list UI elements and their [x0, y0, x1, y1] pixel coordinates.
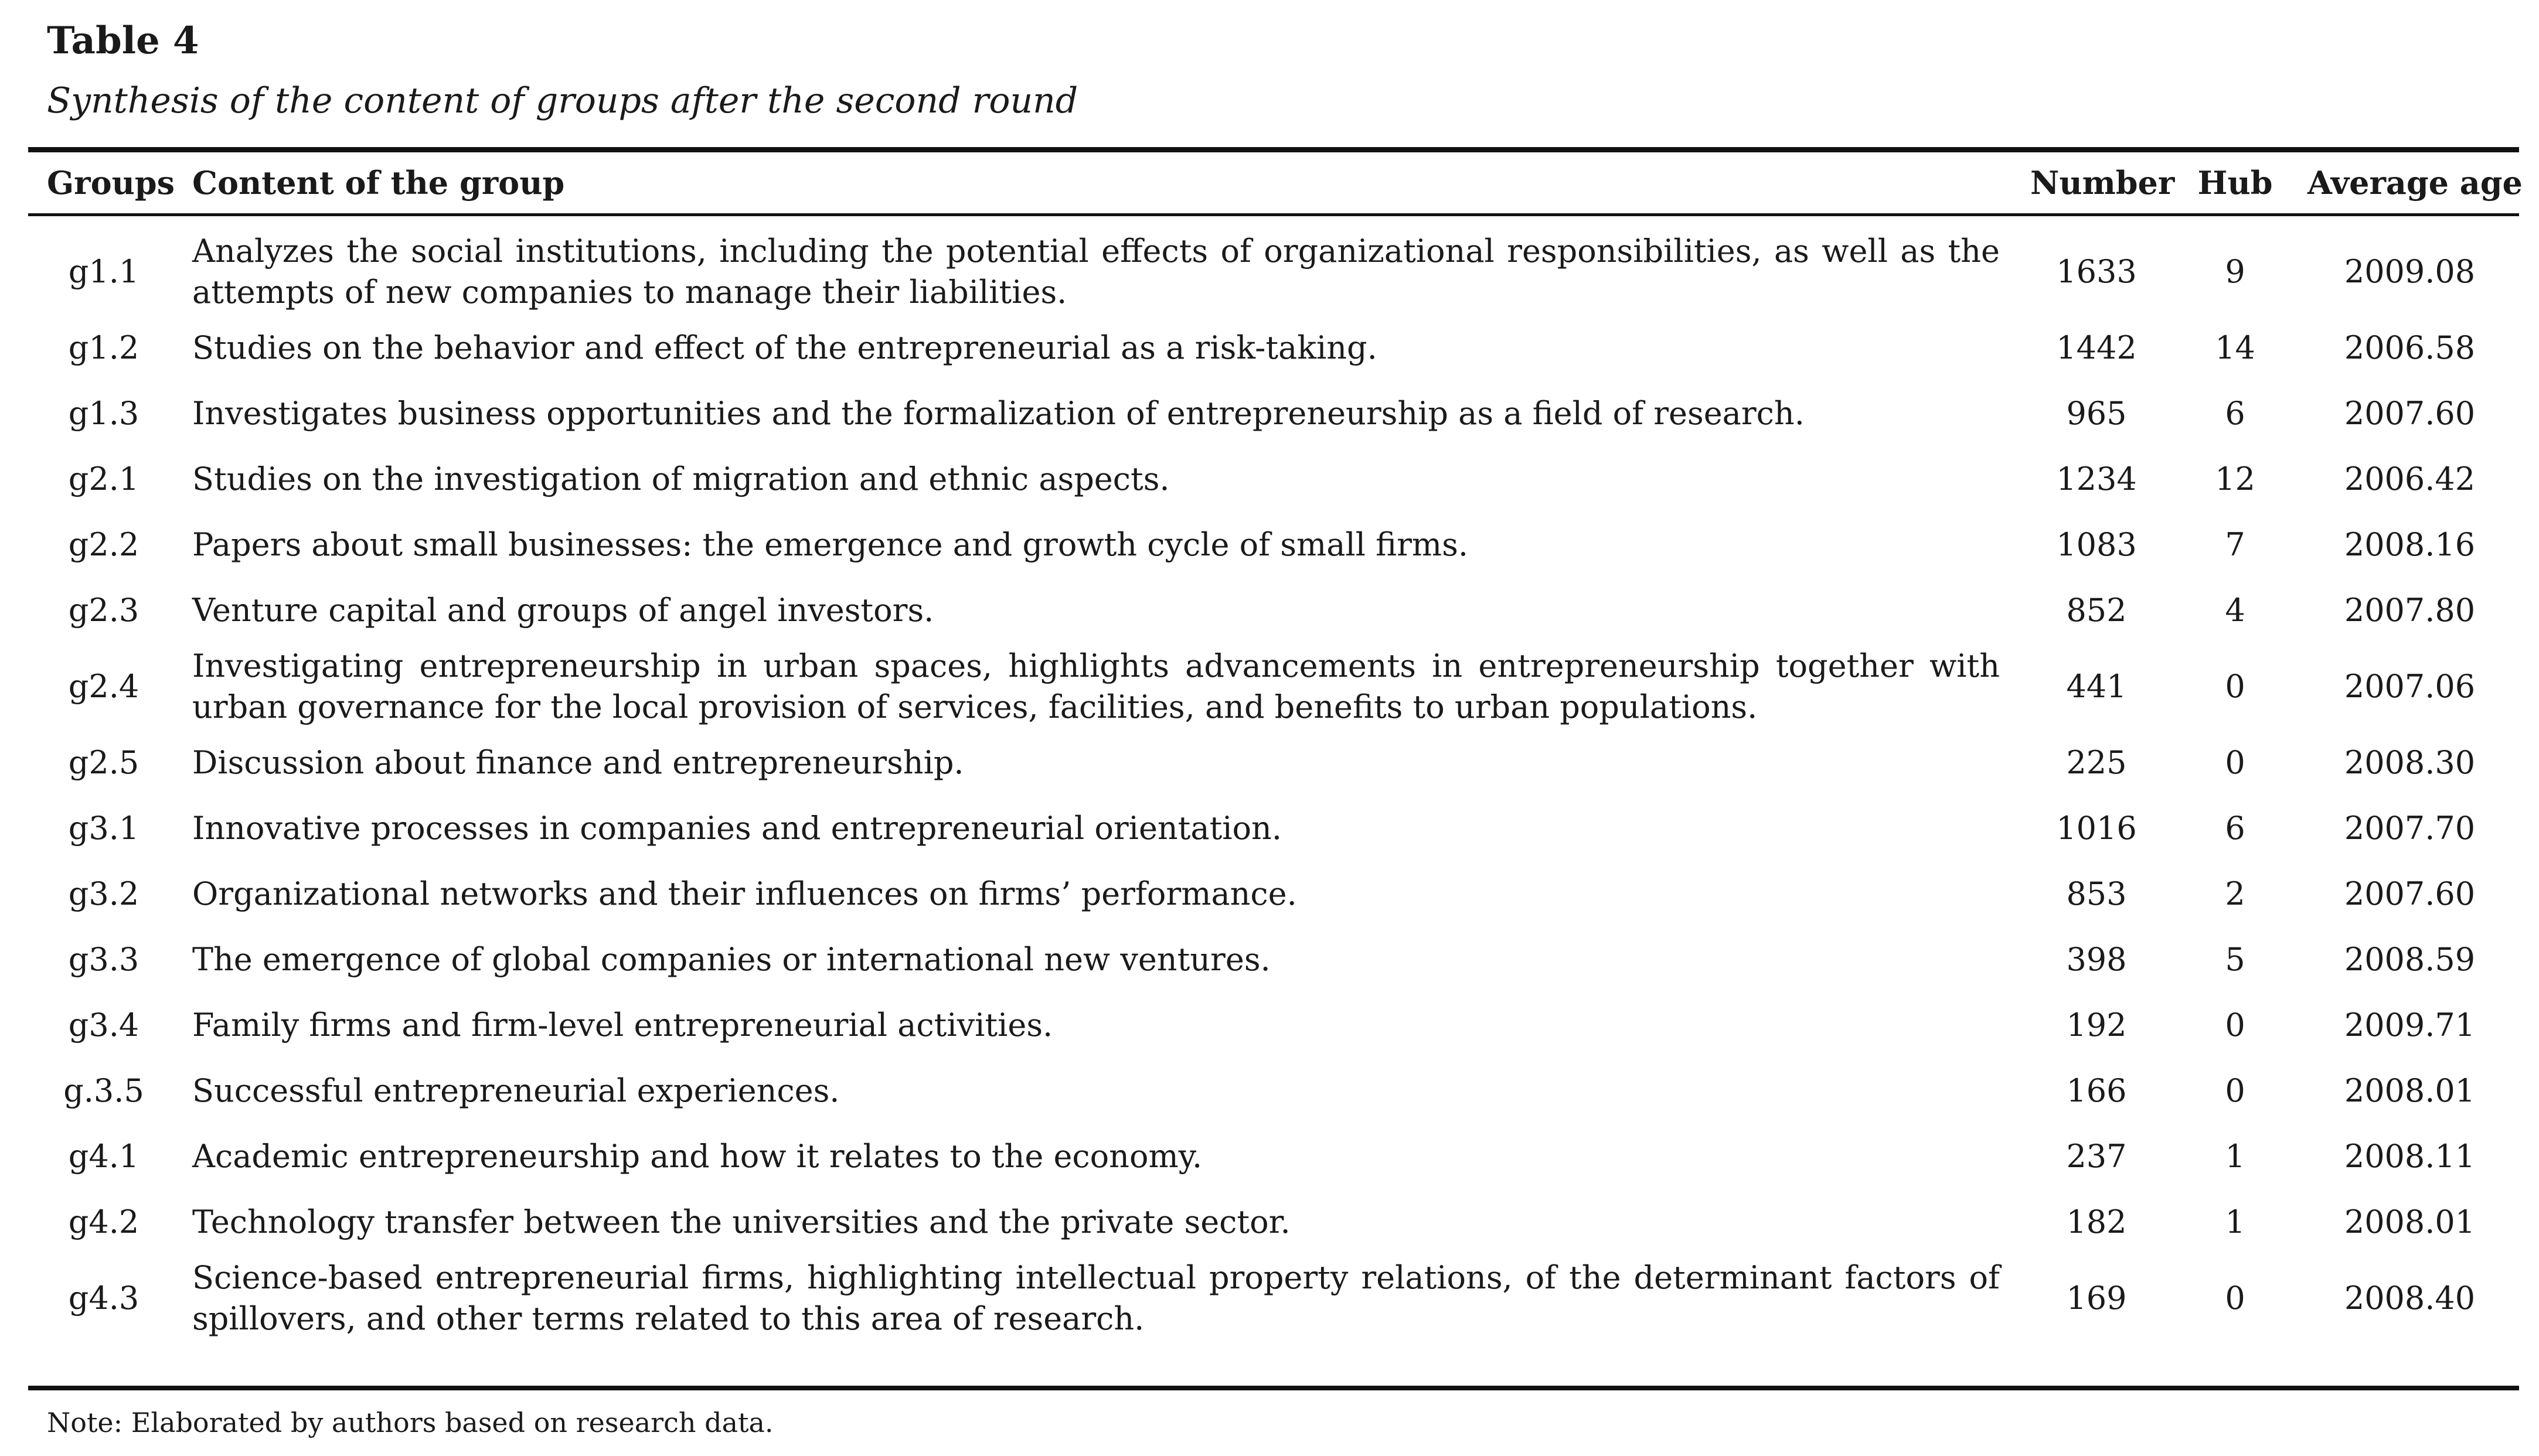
average-age-cell: 2008.40 — [2344, 1280, 2476, 1317]
group-cell: g1.3 — [68, 395, 139, 432]
average-age-cell: 2008.01 — [2344, 1203, 2476, 1240]
group-cell: g2.3 — [68, 592, 139, 629]
hub-cell: 0 — [2225, 668, 2245, 705]
bottom-rule — [28, 1386, 2519, 1390]
number-cell: 166 — [2066, 1072, 2127, 1109]
table-row — [28, 315, 2519, 381]
table-row — [28, 1124, 2519, 1189]
table-row — [28, 643, 2519, 730]
table-row — [28, 796, 2519, 861]
groups-table — [28, 152, 2523, 1342]
number-cell: 1442 — [2056, 329, 2137, 366]
hub-cell: 7 — [2225, 526, 2245, 563]
hub-cell: 0 — [2225, 744, 2245, 781]
number-cell: 1016 — [2056, 810, 2137, 847]
table-row — [28, 1189, 2519, 1255]
content-cell: Organizational networks and their influences on firms’ performance. — [192, 875, 1297, 912]
table-row — [28, 512, 2519, 578]
header-hub: Hub — [2197, 164, 2273, 202]
group-cell: g2.1 — [68, 461, 139, 497]
average-age-cell: 2008.16 — [2344, 526, 2476, 563]
average-age-cell: 2008.11 — [2344, 1138, 2476, 1175]
average-age-cell: 2008.30 — [2344, 744, 2476, 781]
average-age-cell: 2006.42 — [2344, 461, 2476, 497]
header-row — [28, 152, 2519, 213]
header-content: Content of the group — [192, 164, 565, 202]
content-cell: Studies on the investigation of migration and ethnic aspects. — [192, 461, 1170, 497]
group-cell: g.3.5 — [63, 1072, 144, 1109]
average-age-cell: 2007.80 — [2344, 592, 2476, 629]
hub-cell: 14 — [2215, 329, 2255, 366]
top-rule — [28, 147, 2519, 152]
group-cell: g4.1 — [68, 1138, 139, 1175]
hub-cell: 1 — [2225, 1203, 2245, 1240]
number-cell: 169 — [2066, 1280, 2127, 1317]
hub-cell: 6 — [2225, 395, 2245, 432]
content-cell: Technology transfer between the universities and the private sector. — [192, 1203, 1291, 1240]
content-cell: Science-based entrepreneurial firms, highlighting intellectual property relations, of the determinant factors of spillovers, and other terms related to this area of research. — [192, 1259, 2000, 1337]
header-average-age: Average age — [2307, 164, 2523, 202]
number-cell: 1083 — [2056, 526, 2137, 563]
content-cell: Successful entrepreneurial experiences. — [192, 1072, 840, 1109]
table-row — [28, 730, 2519, 796]
group-cell: g1.2 — [68, 329, 139, 366]
table-row — [28, 446, 2519, 512]
group-cell: g3.4 — [68, 1007, 139, 1044]
group-cell: g3.1 — [68, 810, 139, 847]
average-age-cell: 2007.60 — [2344, 875, 2476, 912]
hub-cell: 0 — [2225, 1007, 2245, 1044]
hub-cell: 12 — [2215, 461, 2255, 497]
table-caption: Synthesis of the content of groups after the second round — [47, 80, 1078, 121]
average-age-cell: 2006.58 — [2344, 329, 2476, 366]
table-note: Note: Elaborated by authors based on research data. — [47, 1407, 774, 1438]
group-cell: g2.4 — [68, 668, 139, 705]
content-cell: Investigating entrepreneurship in urban spaces, highlights advancements in entrepreneurship together with urban governance for the local provision of services, facilities, and benefits to urban populations. — [192, 647, 2000, 725]
number-cell: 852 — [2066, 592, 2127, 629]
table-row — [28, 993, 2519, 1058]
average-age-cell: 2008.01 — [2344, 1072, 2476, 1109]
number-cell: 965 — [2066, 395, 2127, 432]
table-row — [28, 1058, 2519, 1124]
average-age-cell: 2009.08 — [2344, 253, 2476, 290]
content-cell: Family firms and firm-level entrepreneurial activities. — [192, 1007, 1053, 1044]
table-row — [28, 927, 2519, 993]
hub-cell: 5 — [2225, 941, 2245, 978]
group-cell: g4.2 — [68, 1203, 139, 1240]
number-cell: 225 — [2066, 744, 2127, 781]
hub-cell: 9 — [2225, 253, 2245, 290]
average-age-cell: 2007.70 — [2344, 810, 2476, 847]
hub-cell: 0 — [2225, 1072, 2245, 1109]
table-row — [28, 861, 2519, 927]
average-age-cell: 2007.06 — [2344, 668, 2476, 705]
number-cell: 1234 — [2056, 461, 2137, 497]
average-age-cell: 2007.60 — [2344, 395, 2476, 432]
number-cell: 237 — [2066, 1138, 2127, 1175]
table-row — [28, 1255, 2519, 1342]
hub-cell: 1 — [2225, 1138, 2245, 1175]
group-cell: g3.2 — [68, 875, 139, 912]
group-cell: g3.3 — [68, 941, 139, 978]
group-cell: g2.2 — [68, 526, 139, 563]
content-cell: Innovative processes in companies and entrepreneurial orientation. — [192, 810, 1282, 847]
content-cell: Analyzes the social institutions, including the potential effects of organizational responsibilities, as well as the attempts of new companies to manage their liabilities. — [192, 233, 2000, 311]
group-cell: g2.5 — [68, 744, 139, 781]
number-cell: 192 — [2066, 1007, 2127, 1044]
content-cell: The emergence of global companies or international new ventures. — [192, 941, 1271, 978]
hub-cell: 0 — [2225, 1280, 2245, 1317]
content-cell: Investigates business opportunities and the formalization of entrepreneurship as a field of research. — [192, 395, 1805, 432]
hub-cell: 6 — [2225, 810, 2245, 847]
number-cell: 182 — [2066, 1203, 2127, 1240]
content-cell: Venture capital and groups of angel investors. — [192, 592, 934, 629]
hub-cell: 4 — [2225, 592, 2245, 629]
average-age-cell: 2008.59 — [2344, 941, 2476, 978]
number-cell: 853 — [2066, 875, 2127, 912]
group-cell: g1.1 — [68, 253, 139, 290]
spacer-row — [28, 213, 2519, 229]
hub-cell: 2 — [2225, 875, 2245, 912]
table-body — [28, 213, 2519, 1342]
group-cell: g4.3 — [68, 1280, 139, 1317]
content-cell: Studies on the behavior and effect of the entrepreneurial as a risk-taking. — [192, 329, 1377, 366]
number-cell: 441 — [2066, 668, 2127, 705]
table-row — [28, 229, 2519, 315]
table-label: Table 4 — [47, 19, 199, 63]
content-cell: Discussion about finance and entrepreneurship. — [192, 744, 964, 781]
number-cell: 398 — [2066, 941, 2127, 978]
header-number: Number — [2030, 164, 2175, 202]
table-row — [28, 381, 2519, 446]
content-cell: Academic entrepreneurship and how it relates to the economy. — [192, 1138, 1203, 1175]
table-row — [28, 578, 2519, 643]
content-cell: Papers about small businesses: the emergence and growth cycle of small firms. — [192, 526, 1469, 563]
header-groups: Groups — [47, 164, 175, 202]
number-cell: 1633 — [2056, 253, 2137, 290]
average-age-cell: 2009.71 — [2344, 1007, 2476, 1044]
